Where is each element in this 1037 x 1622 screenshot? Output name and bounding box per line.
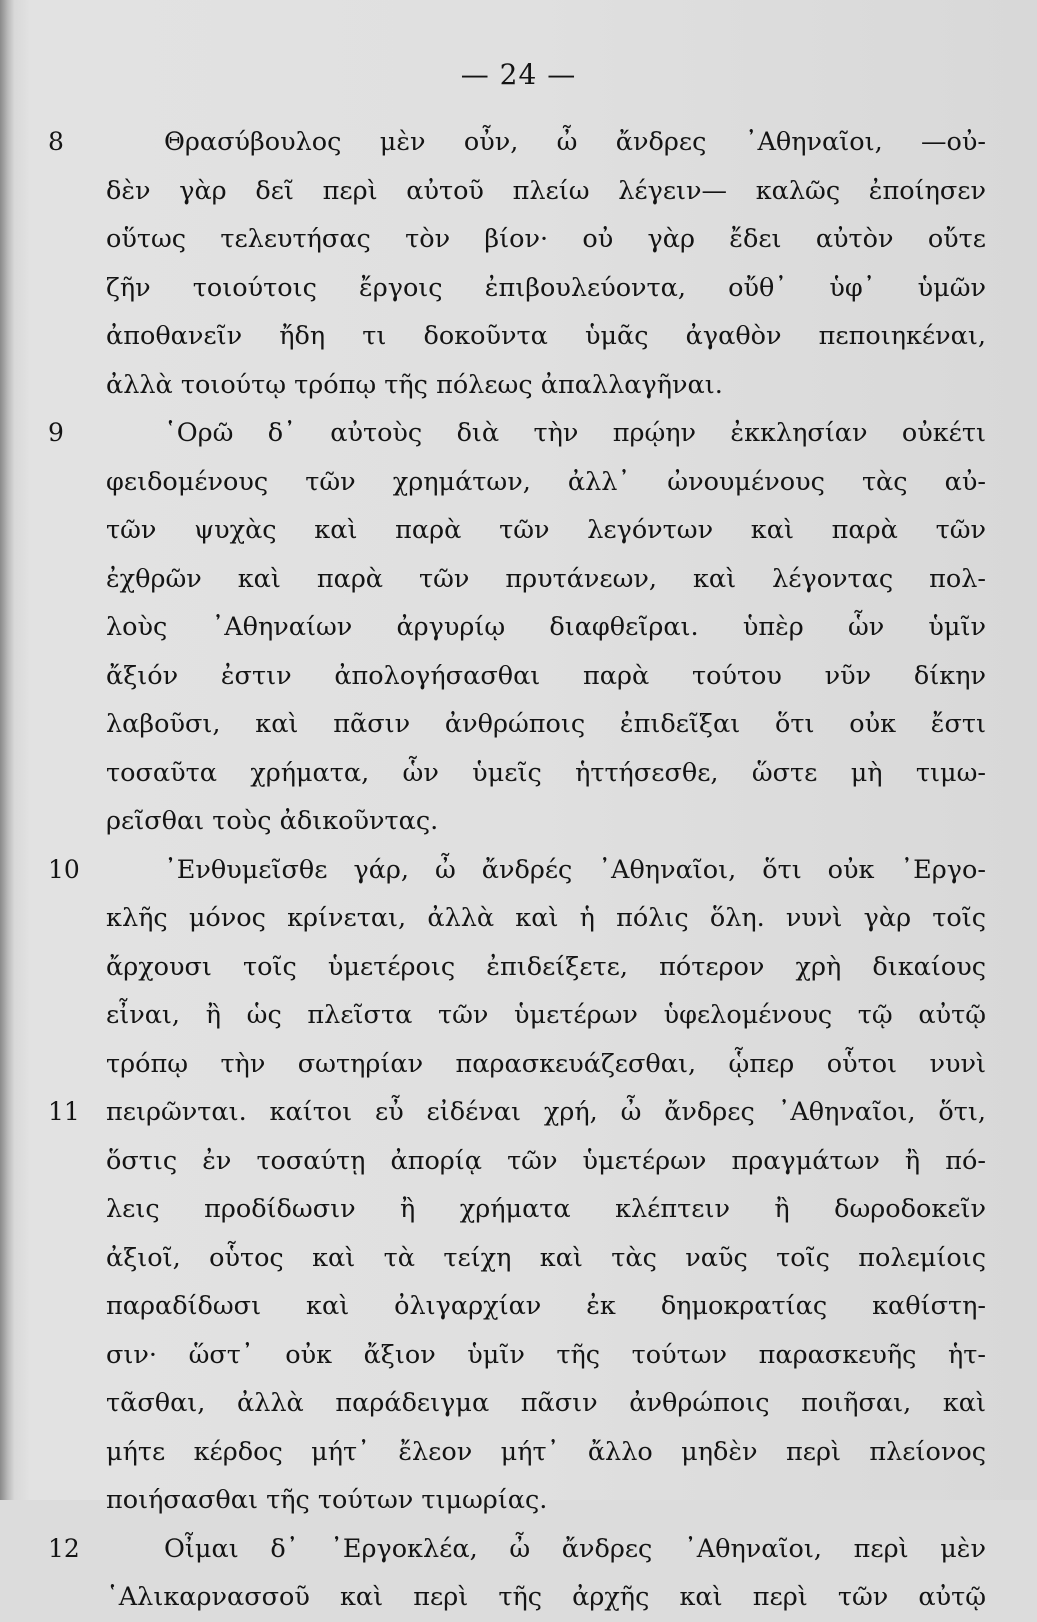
text-line: ἀξιοῖ, οὗτος καὶ τὰ τείχη καὶ τὰς ναῦς τοῖς πολεμίοις bbox=[106, 1242, 986, 1273]
line-text: ῾Ορῶ δ᾿ αὐτοὺς διὰ τὴν πρῴην ἐκκλησίαν οὐκέτι bbox=[164, 418, 986, 448]
text-line: τᾶσθαι, ἀλλὰ παράδειγμα πᾶσιν ἀνθρώποις ποιῆσαι, καὶ bbox=[106, 1388, 986, 1418]
text-line: ἐχθρῶν καὶ παρὰ τῶν πρυτάνεων, καὶ λέγοντας πολ- bbox=[106, 563, 986, 594]
text-line: τρόπῳ τὴν σωτηρίαν παρασκευάζεσθαι, ᾧπερ οὗτοι νυνὶ bbox=[106, 1048, 986, 1079]
section-number: 9 bbox=[48, 418, 64, 447]
text-line: λεις προδίδωσιν ἢ χρήματα κλέπτειν ἢ δωροδοκεῖν bbox=[106, 1194, 986, 1224]
page-number: — 24 — bbox=[460, 58, 577, 91]
text-line: σιν· ὥστ᾿ οὐκ ἄξιον ὑμῖν τῆς τούτων παρασκευῆς ἡτ- bbox=[106, 1339, 986, 1370]
line-text: ᾿Ενθυμεῖσθε γάρ, ὦ ἄνδρές ᾿Αθηναῖοι, ὅτι οὐκ ᾿Εργο- bbox=[164, 854, 986, 885]
text-line: τοσαῦτα χρήματα, ὧν ὑμεῖς ἡττήσεσθε, ὥστε μὴ τιμω- bbox=[106, 757, 986, 788]
page-spine-shadow bbox=[0, 0, 14, 1500]
text-line: δὲν γὰρ δεῖ περὶ αὐτοῦ πλείω λέγειν— καλῶς ἐποίησεν bbox=[106, 175, 986, 206]
text-line: κλῆς μόνος κρίνεται, ἀλλὰ καὶ ἡ πόλις ὅλη. νυνὶ γὰρ τοῖς bbox=[106, 903, 986, 933]
line-text: πειρῶνται. καίτοι εὖ εἰδέναι χρή, ὦ ἄνδρες ᾿Αθηναῖοι, ὅτι, bbox=[106, 1097, 986, 1127]
text-line: ποιήσασθαι τῆς τούτων τιμωρίας. bbox=[106, 1485, 548, 1515]
text-line: ἀλλὰ τοιούτῳ τρόπῳ τῆς πόλεως ἀπαλλαγῆναι. bbox=[106, 369, 723, 400]
text-line bbox=[48, 846, 986, 895]
text-line bbox=[48, 118, 986, 167]
text-line: τῶν ψυχὰς καὶ παρὰ τῶν λεγόντων καὶ παρὰ τῶν bbox=[106, 515, 986, 545]
text-line: μήτε κέρδος μήτ᾿ ἔλεον μήτ᾿ ἄλλο μηδὲν περὶ πλείονος bbox=[106, 1436, 986, 1467]
text-line: ἄρχουσι τοῖς ὑμετέροις ἐπιδείξετε, πότερον χρὴ δικαίους bbox=[106, 951, 986, 982]
section-number: 10 bbox=[48, 854, 80, 884]
text-line: ζῆν τοιούτοις ἔργοις ἐπιβουλεύοντα, οὔθ᾿ ὑφ᾿ ὑμῶν bbox=[106, 272, 986, 303]
text-block bbox=[48, 118, 986, 1622]
section-number: 12 bbox=[48, 1533, 80, 1563]
text-line bbox=[48, 1525, 986, 1574]
text-line: εἶναι, ἢ ὡς πλεῖστα τῶν ὑμετέρων ὑφελομένους τῷ αὐτῷ bbox=[106, 1000, 986, 1030]
line-text: Οἶμαι δ᾿ ᾿Εργοκλέα, ὦ ἄνδρες ᾿Αθηναῖοι, περὶ μὲν bbox=[164, 1533, 986, 1564]
section-number: 11 bbox=[48, 1097, 80, 1126]
section-number: 8 bbox=[48, 127, 64, 156]
text-line: λαβοῦσι, καὶ πᾶσιν ἀνθρώποις ἐπιδεῖξαι ὅτι οὐκ ἔστι bbox=[106, 709, 986, 739]
text-line: ὅστις ἐν τοσαύτῃ ἀπορίᾳ τῶν ὑμετέρων πραγμάτων ἢ πό- bbox=[106, 1145, 986, 1176]
text-line bbox=[48, 1088, 986, 1137]
text-line: λοὺς ᾿Αθηναίων ἀργυρίῳ διαφθεῖραι. ὑπὲρ ὧν ὑμῖν bbox=[106, 612, 986, 642]
text-line: ἄξιόν ἐστιν ἀπολογήσασθαι παρὰ τούτου νῦν δίκην bbox=[106, 660, 986, 691]
text-line: οὕτως τελευτήσας τὸν βίον· οὐ γὰρ ἔδει αὐτὸν οὔτε bbox=[106, 224, 986, 254]
text-line bbox=[48, 409, 986, 458]
text-line: ρεῖσθαι τοὺς ἀδικοῦντας. bbox=[106, 806, 439, 836]
text-line: ἀποθανεῖν ἤδη τι δοκοῦντα ὑμᾶς ἀγαθὸν πεποιηκέναι, bbox=[106, 321, 986, 351]
line-text: Θρασύβουλος μὲν οὖν, ὦ ἄνδρες ᾿Αθηναῖοι, —οὐ- bbox=[164, 127, 986, 157]
text-line: παραδίδωσι καὶ ὀλιγαρχίαν ἐκ δημοκρατίας καθίστη- bbox=[106, 1291, 986, 1321]
text-line: ῾Αλικαρνασσοῦ καὶ περὶ τῆς ἀρχῆς καὶ περὶ τῶν αὐτῷ bbox=[106, 1582, 986, 1612]
text-line: φειδομένους τῶν χρημάτων, ἀλλ᾿ ὠνουμένους τὰς αὐ- bbox=[106, 466, 986, 497]
